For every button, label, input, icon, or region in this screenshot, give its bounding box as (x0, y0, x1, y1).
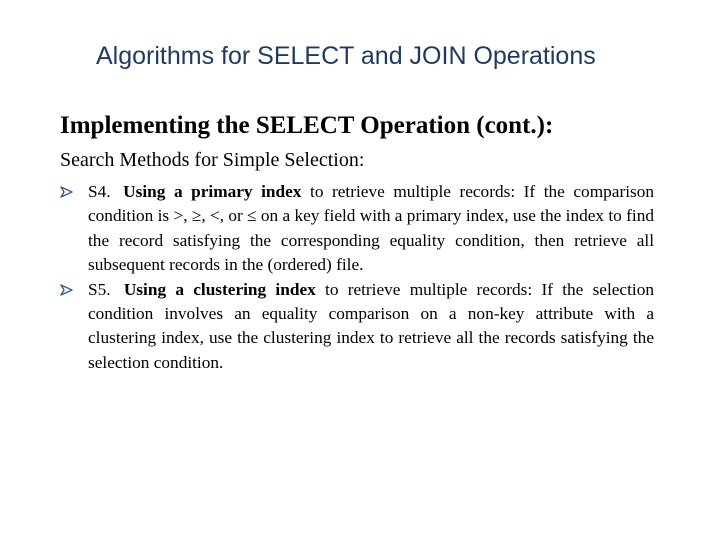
bullet-bold-phrase: Using a primary index (123, 182, 302, 201)
bullet-item-s4 (60, 180, 654, 278)
section-subheading: Search Methods for Simple Selection: (60, 149, 365, 171)
arrow-bullet-icon (60, 283, 74, 297)
bullet-label: S5. (88, 279, 111, 299)
bullet-list (60, 180, 654, 375)
section-heading: Implementing the SELECT Operation (cont.): (60, 112, 554, 139)
bullet-item-s5 (60, 278, 654, 376)
bullet-text: to retrieve multiple records: If the comparison condition is >, ≥, <, or ≤ on a key field with a primary index, use the index to find the record satisfying the corresponding equality condition, then retrieve all subsequent records in the (ordered) file. (88, 182, 655, 275)
bullet-text: to retrieve multiple records: If the selection condition involves an equality comparison on a non-key attribute with a clustering index, use the clustering index to retrieve all the records satisfying the selection condition. (88, 279, 654, 372)
bullet-label: S4. (88, 182, 111, 201)
slide-title: Algorithms for SELECT and JOIN Operations (96, 42, 596, 70)
bullet-bold-phrase: Using a clustering index (123, 279, 316, 299)
arrow-bullet-icon (60, 185, 74, 199)
